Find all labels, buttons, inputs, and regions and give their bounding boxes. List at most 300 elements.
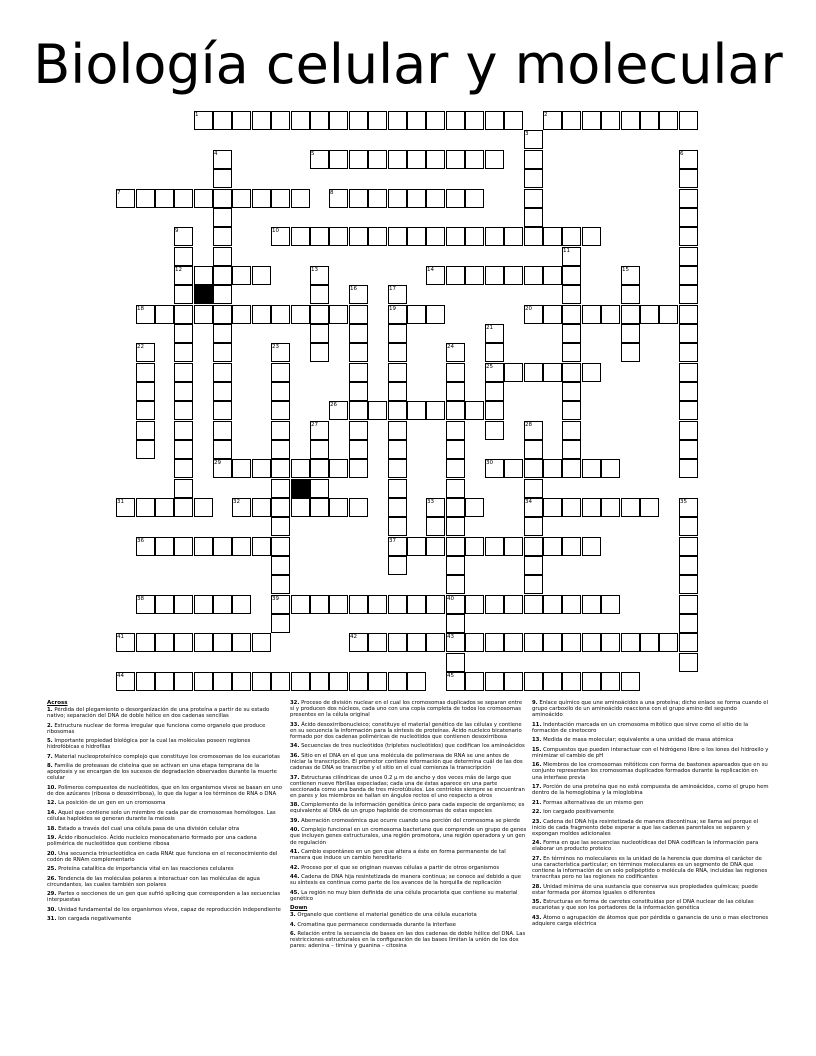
grid-cell[interactable] [679, 614, 698, 633]
grid-cell[interactable] [349, 324, 368, 343]
grid-cell[interactable] [465, 111, 484, 130]
grid-cell[interactable] [136, 421, 155, 440]
grid-cell[interactable] [271, 459, 290, 478]
grid-cell[interactable] [155, 537, 174, 556]
grid-cell[interactable] [562, 111, 581, 130]
grid-cell[interactable] [349, 343, 368, 362]
grid-cell[interactable] [524, 517, 543, 536]
grid-cell[interactable] [679, 440, 698, 459]
grid-cell[interactable] [349, 440, 368, 459]
grid-cell[interactable] [524, 537, 543, 556]
grid-cell[interactable] [388, 421, 407, 440]
grid-cell[interactable] [388, 111, 407, 130]
grid-cell[interactable] [621, 498, 640, 517]
grid-cell[interactable] [543, 363, 562, 382]
grid-cell[interactable] [349, 459, 368, 478]
grid-cell[interactable] [562, 266, 581, 285]
grid-cell[interactable] [252, 189, 271, 208]
grid-cell[interactable] [601, 498, 620, 517]
grid-cell[interactable] [679, 266, 698, 285]
grid-cell[interactable] [621, 633, 640, 652]
grid-cell[interactable] [368, 189, 387, 208]
grid-cell[interactable] [310, 305, 329, 324]
grid-cell[interactable] [679, 401, 698, 420]
grid-cell[interactable] [329, 498, 348, 517]
grid-cell[interactable] [446, 227, 465, 246]
grid-cell[interactable] [232, 595, 251, 614]
grid-cell[interactable] [679, 459, 698, 478]
grid-cell[interactable] [582, 459, 601, 478]
grid-cell[interactable] [329, 111, 348, 130]
grid-cell[interactable] [194, 633, 213, 652]
grid-cell[interactable] [485, 382, 504, 401]
grid-cell[interactable] [388, 633, 407, 652]
grid-cell[interactable] [446, 498, 465, 517]
grid-cell[interactable] [524, 266, 543, 285]
grid-cell[interactable] [446, 421, 465, 440]
grid-cell[interactable] [174, 189, 193, 208]
grid-cell[interactable] [465, 150, 484, 169]
grid-cell[interactable] [562, 498, 581, 517]
grid-cell[interactable] [504, 537, 523, 556]
grid-cell[interactable] [174, 305, 193, 324]
grid-cell[interactable] [232, 672, 251, 691]
grid-cell[interactable] [271, 575, 290, 594]
grid-cell[interactable] [601, 459, 620, 478]
grid-cell[interactable] [504, 111, 523, 130]
grid-cell[interactable] [155, 498, 174, 517]
grid-cell[interactable] [368, 672, 387, 691]
grid-cell[interactable] [465, 401, 484, 420]
grid-cell[interactable] [679, 189, 698, 208]
grid-cell[interactable] [446, 382, 465, 401]
grid-cell[interactable] [446, 614, 465, 633]
grid-cell[interactable] [213, 285, 232, 304]
grid-cell[interactable] [174, 401, 193, 420]
grid-cell[interactable] [582, 227, 601, 246]
grid-cell[interactable] [213, 633, 232, 652]
grid-cell[interactable] [426, 227, 445, 246]
grid-cell[interactable] [291, 305, 310, 324]
grid-cell[interactable] [271, 382, 290, 401]
grid-cell[interactable] [426, 111, 445, 130]
grid-cell[interactable] [562, 595, 581, 614]
grid-cell[interactable] [426, 517, 445, 536]
grid-cell[interactable] [504, 595, 523, 614]
grid-cell[interactable] [310, 672, 329, 691]
grid-cell[interactable] [329, 227, 348, 246]
grid-cell[interactable] [388, 440, 407, 459]
grid-cell[interactable] [504, 363, 523, 382]
grid-cell[interactable] [291, 111, 310, 130]
grid-cell[interactable] [213, 421, 232, 440]
grid-cell[interactable] [446, 459, 465, 478]
grid-cell[interactable] [543, 459, 562, 478]
grid-cell[interactable] [659, 305, 678, 324]
grid-cell[interactable] [329, 305, 348, 324]
grid-cell[interactable] [310, 498, 329, 517]
grid-cell[interactable] [291, 189, 310, 208]
grid-cell[interactable] [621, 305, 640, 324]
grid-cell[interactable] [252, 672, 271, 691]
grid-cell[interactable] [601, 305, 620, 324]
grid-cell[interactable] [446, 517, 465, 536]
grid-cell[interactable] [329, 150, 348, 169]
grid-cell[interactable] [349, 227, 368, 246]
grid-cell[interactable] [446, 537, 465, 556]
grid-cell[interactable] [213, 227, 232, 246]
grid-cell[interactable] [310, 227, 329, 246]
grid-cell[interactable] [679, 247, 698, 266]
grid-cell[interactable] [679, 653, 698, 672]
grid-cell[interactable] [524, 479, 543, 498]
grid-cell[interactable] [252, 537, 271, 556]
grid-cell[interactable] [407, 537, 426, 556]
grid-cell[interactable] [213, 537, 232, 556]
grid-cell[interactable] [679, 363, 698, 382]
grid-cell[interactable] [252, 305, 271, 324]
grid-cell[interactable] [446, 363, 465, 382]
grid-cell[interactable] [446, 150, 465, 169]
grid-cell[interactable] [349, 498, 368, 517]
grid-cell[interactable] [388, 459, 407, 478]
grid-cell[interactable] [504, 227, 523, 246]
grid-cell[interactable] [349, 672, 368, 691]
grid-cell[interactable] [543, 498, 562, 517]
grid-cell[interactable] [174, 498, 193, 517]
grid-cell[interactable] [349, 189, 368, 208]
grid-cell[interactable] [232, 189, 251, 208]
grid-cell[interactable] [562, 343, 581, 362]
grid-cell[interactable] [446, 111, 465, 130]
grid-cell[interactable] [485, 537, 504, 556]
grid-cell[interactable] [194, 672, 213, 691]
grid-cell[interactable] [213, 672, 232, 691]
grid-cell[interactable] [213, 343, 232, 362]
grid-cell[interactable] [582, 595, 601, 614]
grid-cell[interactable] [232, 266, 251, 285]
grid-cell[interactable] [621, 285, 640, 304]
grid-cell[interactable] [679, 537, 698, 556]
grid-cell[interactable] [213, 189, 232, 208]
grid-cell[interactable] [271, 421, 290, 440]
grid-cell[interactable] [679, 305, 698, 324]
grid-cell[interactable] [271, 498, 290, 517]
grid-cell[interactable] [679, 575, 698, 594]
grid-cell[interactable] [271, 305, 290, 324]
grid-cell[interactable] [155, 189, 174, 208]
grid-cell[interactable] [543, 672, 562, 691]
grid-cell[interactable] [621, 324, 640, 343]
grid-cell[interactable] [388, 672, 407, 691]
grid-cell[interactable] [407, 189, 426, 208]
grid-cell[interactable] [174, 324, 193, 343]
grid-cell[interactable] [446, 440, 465, 459]
grid-cell[interactable] [388, 401, 407, 420]
grid-cell[interactable] [407, 227, 426, 246]
grid-cell[interactable] [679, 633, 698, 652]
grid-cell[interactable] [679, 517, 698, 536]
grid-cell[interactable] [407, 150, 426, 169]
grid-cell[interactable] [232, 305, 251, 324]
grid-cell[interactable] [582, 633, 601, 652]
grid-cell[interactable] [310, 440, 329, 459]
grid-cell[interactable] [601, 595, 620, 614]
grid-cell[interactable] [291, 498, 310, 517]
grid-cell[interactable] [465, 672, 484, 691]
grid-cell[interactable] [407, 672, 426, 691]
grid-cell[interactable] [524, 189, 543, 208]
grid-cell[interactable] [504, 266, 523, 285]
grid-cell[interactable] [388, 556, 407, 575]
grid-cell[interactable] [601, 111, 620, 130]
grid-cell[interactable] [582, 672, 601, 691]
grid-cell[interactable] [174, 672, 193, 691]
grid-cell[interactable] [543, 633, 562, 652]
grid-cell[interactable] [524, 556, 543, 575]
grid-cell[interactable] [582, 537, 601, 556]
grid-cell[interactable] [485, 672, 504, 691]
grid-cell[interactable] [543, 305, 562, 324]
grid-cell[interactable] [155, 633, 174, 652]
grid-cell[interactable] [640, 498, 659, 517]
grid-cell[interactable] [504, 672, 523, 691]
grid-cell[interactable] [640, 305, 659, 324]
grid-cell[interactable] [271, 556, 290, 575]
grid-cell[interactable] [485, 401, 504, 420]
grid-cell[interactable] [252, 633, 271, 652]
grid-cell[interactable] [446, 189, 465, 208]
grid-cell[interactable] [310, 595, 329, 614]
grid-cell[interactable] [621, 672, 640, 691]
grid-cell[interactable] [155, 595, 174, 614]
grid-cell[interactable] [271, 614, 290, 633]
grid-cell[interactable] [601, 633, 620, 652]
grid-cell[interactable] [213, 595, 232, 614]
grid-cell[interactable] [562, 227, 581, 246]
grid-cell[interactable] [174, 459, 193, 478]
grid-cell[interactable] [136, 672, 155, 691]
grid-cell[interactable] [349, 421, 368, 440]
grid-cell[interactable] [271, 111, 290, 130]
grid-cell[interactable] [543, 595, 562, 614]
grid-cell[interactable] [136, 382, 155, 401]
grid-cell[interactable] [213, 247, 232, 266]
grid-cell[interactable] [679, 556, 698, 575]
grid-cell[interactable] [562, 285, 581, 304]
grid-cell[interactable] [136, 440, 155, 459]
grid-cell[interactable] [368, 401, 387, 420]
grid-cell[interactable] [640, 633, 659, 652]
grid-cell[interactable] [582, 498, 601, 517]
grid-cell[interactable] [446, 401, 465, 420]
grid-cell[interactable] [368, 150, 387, 169]
grid-cell[interactable] [524, 150, 543, 169]
grid-cell[interactable] [174, 595, 193, 614]
grid-cell[interactable] [271, 440, 290, 459]
grid-cell[interactable] [136, 633, 155, 652]
grid-cell[interactable] [349, 363, 368, 382]
grid-cell[interactable] [329, 459, 348, 478]
grid-cell[interactable] [679, 324, 698, 343]
grid-cell[interactable] [485, 343, 504, 362]
grid-cell[interactable] [562, 363, 581, 382]
grid-cell[interactable] [388, 498, 407, 517]
grid-cell[interactable] [679, 208, 698, 227]
grid-cell[interactable] [174, 537, 193, 556]
grid-cell[interactable] [426, 401, 445, 420]
grid-cell[interactable] [194, 266, 213, 285]
grid-cell[interactable] [329, 672, 348, 691]
grid-cell[interactable] [504, 459, 523, 478]
grid-cell[interactable] [388, 517, 407, 536]
grid-cell[interactable] [388, 324, 407, 343]
grid-cell[interactable] [446, 556, 465, 575]
grid-cell[interactable] [388, 227, 407, 246]
grid-cell[interactable] [174, 421, 193, 440]
grid-cell[interactable] [504, 633, 523, 652]
grid-cell[interactable] [562, 440, 581, 459]
grid-cell[interactable] [524, 595, 543, 614]
grid-cell[interactable] [562, 633, 581, 652]
grid-cell[interactable] [252, 111, 271, 130]
grid-cell[interactable] [524, 363, 543, 382]
grid-cell[interactable] [213, 401, 232, 420]
grid-cell[interactable] [174, 382, 193, 401]
grid-cell[interactable] [232, 111, 251, 130]
grid-cell[interactable] [213, 324, 232, 343]
grid-cell[interactable] [174, 633, 193, 652]
grid-cell[interactable] [136, 189, 155, 208]
grid-cell[interactable] [213, 111, 232, 130]
grid-cell[interactable] [174, 285, 193, 304]
grid-cell[interactable] [407, 305, 426, 324]
grid-cell[interactable] [368, 595, 387, 614]
grid-cell[interactable] [368, 111, 387, 130]
grid-cell[interactable] [310, 343, 329, 362]
grid-cell[interactable] [446, 479, 465, 498]
grid-cell[interactable] [562, 382, 581, 401]
grid-cell[interactable] [640, 111, 659, 130]
grid-cell[interactable] [194, 305, 213, 324]
grid-cell[interactable] [562, 421, 581, 440]
grid-cell[interactable] [659, 633, 678, 652]
grid-cell[interactable] [155, 305, 174, 324]
grid-cell[interactable] [485, 227, 504, 246]
grid-cell[interactable] [465, 633, 484, 652]
grid-cell[interactable] [465, 498, 484, 517]
grid-cell[interactable] [446, 575, 465, 594]
grid-cell[interactable] [271, 401, 290, 420]
grid-cell[interactable] [407, 595, 426, 614]
grid-cell[interactable] [679, 382, 698, 401]
grid-cell[interactable] [174, 343, 193, 362]
grid-cell[interactable] [174, 440, 193, 459]
grid-cell[interactable] [136, 401, 155, 420]
grid-cell[interactable] [601, 672, 620, 691]
grid-cell[interactable] [407, 633, 426, 652]
grid-cell[interactable] [213, 440, 232, 459]
grid-cell[interactable] [562, 401, 581, 420]
grid-cell[interactable] [155, 672, 174, 691]
grid-cell[interactable] [465, 189, 484, 208]
grid-cell[interactable] [194, 537, 213, 556]
grid-cell[interactable] [194, 189, 213, 208]
grid-cell[interactable] [562, 324, 581, 343]
grid-cell[interactable] [485, 266, 504, 285]
grid-cell[interactable] [426, 537, 445, 556]
grid-cell[interactable] [136, 363, 155, 382]
grid-cell[interactable] [524, 227, 543, 246]
grid-cell[interactable] [659, 111, 678, 130]
grid-cell[interactable] [426, 633, 445, 652]
grid-cell[interactable] [213, 363, 232, 382]
grid-cell[interactable] [349, 401, 368, 420]
grid-cell[interactable] [543, 227, 562, 246]
grid-cell[interactable] [213, 169, 232, 188]
grid-cell[interactable] [485, 111, 504, 130]
grid-cell[interactable] [543, 266, 562, 285]
grid-cell[interactable] [621, 111, 640, 130]
grid-cell[interactable] [582, 111, 601, 130]
grid-cell[interactable] [291, 672, 310, 691]
grid-cell[interactable] [271, 189, 290, 208]
grid-cell[interactable] [388, 150, 407, 169]
grid-cell[interactable] [524, 459, 543, 478]
grid-cell[interactable] [621, 343, 640, 362]
grid-cell[interactable] [388, 479, 407, 498]
grid-cell[interactable] [426, 595, 445, 614]
grid-cell[interactable] [310, 459, 329, 478]
grid-cell[interactable] [174, 363, 193, 382]
grid-cell[interactable] [485, 421, 504, 440]
grid-cell[interactable] [543, 537, 562, 556]
grid-cell[interactable] [679, 227, 698, 246]
grid-cell[interactable] [485, 150, 504, 169]
grid-cell[interactable] [562, 537, 581, 556]
grid-cell[interactable] [679, 343, 698, 362]
grid-cell[interactable] [465, 537, 484, 556]
grid-cell[interactable] [174, 479, 193, 498]
grid-cell[interactable] [252, 498, 271, 517]
grid-cell[interactable] [291, 459, 310, 478]
grid-cell[interactable] [485, 633, 504, 652]
grid-cell[interactable] [252, 459, 271, 478]
grid-cell[interactable] [213, 266, 232, 285]
grid-cell[interactable] [271, 517, 290, 536]
grid-cell[interactable] [310, 479, 329, 498]
grid-cell[interactable] [368, 633, 387, 652]
grid-cell[interactable] [582, 305, 601, 324]
grid-cell[interactable] [232, 633, 251, 652]
grid-cell[interactable] [349, 382, 368, 401]
grid-cell[interactable] [485, 595, 504, 614]
grid-cell[interactable] [271, 672, 290, 691]
grid-cell[interactable] [426, 150, 445, 169]
grid-cell[interactable] [271, 363, 290, 382]
grid-cell[interactable] [213, 382, 232, 401]
grid-cell[interactable] [524, 633, 543, 652]
grid-cell[interactable] [368, 227, 387, 246]
grid-cell[interactable] [679, 285, 698, 304]
grid-cell[interactable] [524, 208, 543, 227]
grid-cell[interactable] [136, 498, 155, 517]
grid-cell[interactable] [271, 537, 290, 556]
grid-cell[interactable] [446, 653, 465, 672]
grid-cell[interactable] [174, 247, 193, 266]
grid-cell[interactable] [349, 595, 368, 614]
grid-cell[interactable] [679, 595, 698, 614]
